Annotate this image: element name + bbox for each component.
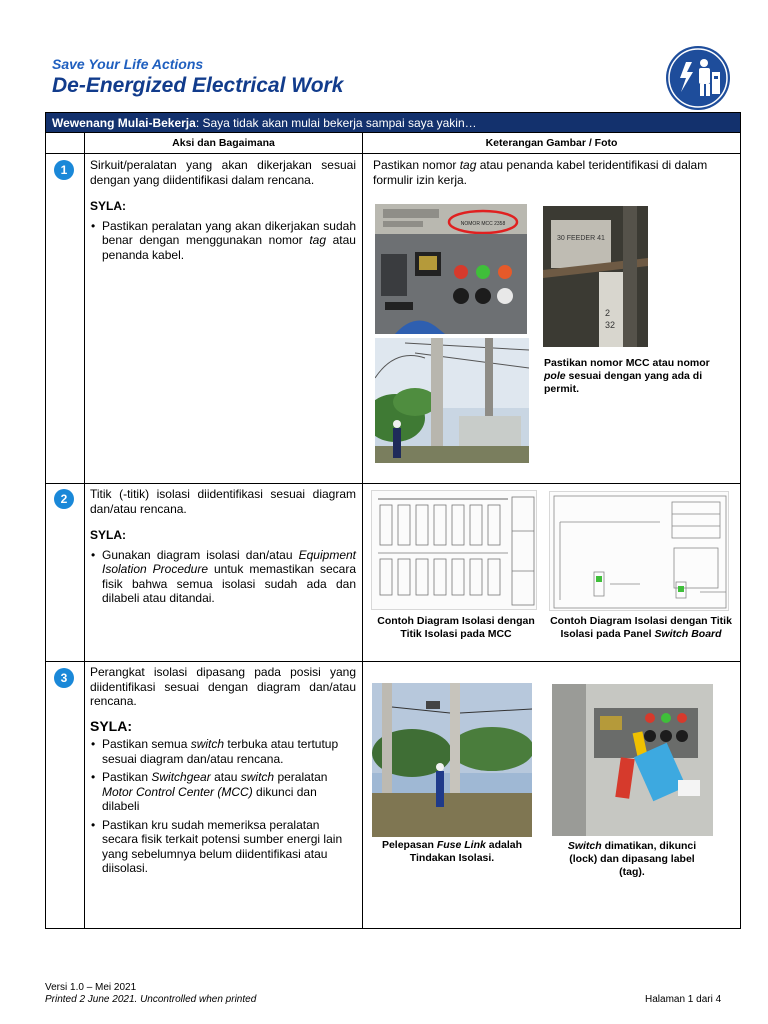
locked-switch-photo [552,684,713,836]
banner-bold-label: Wewenang Mulai-Bekerja [52,116,196,130]
mcc-panel-photo [375,204,527,334]
bullet-item: • Gunakan diagram isolasi dan/atau Equipment Isolation Procedure untuk memastikan secara fisik bahwa semua isolasi sudah ada dan dilabeli atau ditandai. [90,548,356,606]
step-1-description: Pastikan nomor tag atau penanda kabel teridentifikasi di dalam formulir izin kerja. [373,158,708,187]
row-divider [46,661,740,662]
locked-switch-caption: Switch dimatikan, dikunci (lock) dan dipasang label (tag). [567,840,697,878]
step-3-action-text: Perangkat isolasi dipasang pada posisi yang diidentifikasi sesuai dengan diagram dan/atau rencana. [90,665,356,708]
step-1-bullets [90,219,356,263]
fuse-link-pole-photo [372,683,532,837]
mcc-isolation-diagram [371,490,537,610]
step-3-bullets [90,737,356,876]
document-title: De-Energized Electrical Work [52,74,344,97]
column-divider [362,133,363,928]
svg-text:32: 32 [605,320,616,330]
pole-tag-text: 30 FEEDER 41 [557,235,605,242]
step-2-bullets [90,548,356,606]
step-number-badge: 3 [54,668,74,688]
document-subtitle: Save Your Life Actions [52,56,204,72]
fuse-link-caption: Pelepasan Fuse Link adalah Tindakan Isolasi. [381,839,523,864]
document-version: Versi 1.0 – Mei 2021 [45,982,137,993]
step-number-badge: 1 [54,160,74,180]
table-banner [46,113,740,133]
mcc-label-text: NOMOR MCC 2358 [460,221,506,227]
page-number: Halaman 1 dari 4 [645,994,722,1005]
row-divider [46,483,740,484]
mcc-diagram-caption: Contoh Diagram Isolasi dengan Titik Isolasi pada MCC [377,615,535,640]
step-2-instructions [90,487,356,606]
bullet-item: • Pastikan peralatan yang akan dikerjakan sudah benar dengan menggunakan nomor tag atau penanda kabel. [90,219,356,263]
svg-text:2: 2 [605,308,611,318]
step-2-action-text: Titik (-titik) isolasi diidentifikasi sesuai diagram dan/atau rencana. [90,487,356,516]
syla-label: SYLA: [90,717,132,734]
column-divider [84,133,85,928]
bullet-item: • Pastikan semua switch terbuka atau tertutup sesuai diagram dan/atau rencana. [90,737,356,766]
syla-label: SYLA: [90,528,126,542]
document-header [52,56,343,98]
switchboard-isolation-diagram [549,491,729,611]
column-header-number [46,133,85,154]
syla-label: SYLA: [90,199,126,213]
column-header-actions: Aksi dan Bagaimana [85,133,362,154]
procedure-table [45,112,741,929]
step-1-action-text: Sirkuit/peralatan yang akan dikerjakan sesuai dengan yang diidentifikasi dalam rencana. [90,158,356,187]
substation-photo [375,338,529,463]
column-header-images: Keterangan Gambar / Foto [363,133,740,154]
bullet-item: • Pastikan Switchgear atau switch peralatan Motor Control Center (MCC) dikunci dan dilabeli [90,770,356,814]
banner-text: : Saya tidak akan mulai bekerja sampai saya yakin… [195,116,477,130]
step-number-badge: 2 [54,489,74,509]
switchboard-diagram-caption: Contoh Diagram Isolasi dengan Titik Isolasi pada Panel Switch Board [550,615,732,640]
print-notice: Printed 2 June 2021. Uncontrolled when printed [45,994,257,1005]
pole-tag-photo [543,206,648,347]
step-1-instructions [90,158,356,262]
worker-electrical-hazard-icon [666,46,730,110]
step-1-photo-caption: Pastikan nomor MCC atau nomor pole sesuai dengan yang ada di permit. [544,357,710,395]
step-3-instructions [90,665,356,880]
bullet-item: • Pastikan kru sudah memeriksa peralatan secara fisik terkait potensi sumber energi lain yang sebelumnya belum diidentifikasi atau diisolasi. [90,818,356,876]
